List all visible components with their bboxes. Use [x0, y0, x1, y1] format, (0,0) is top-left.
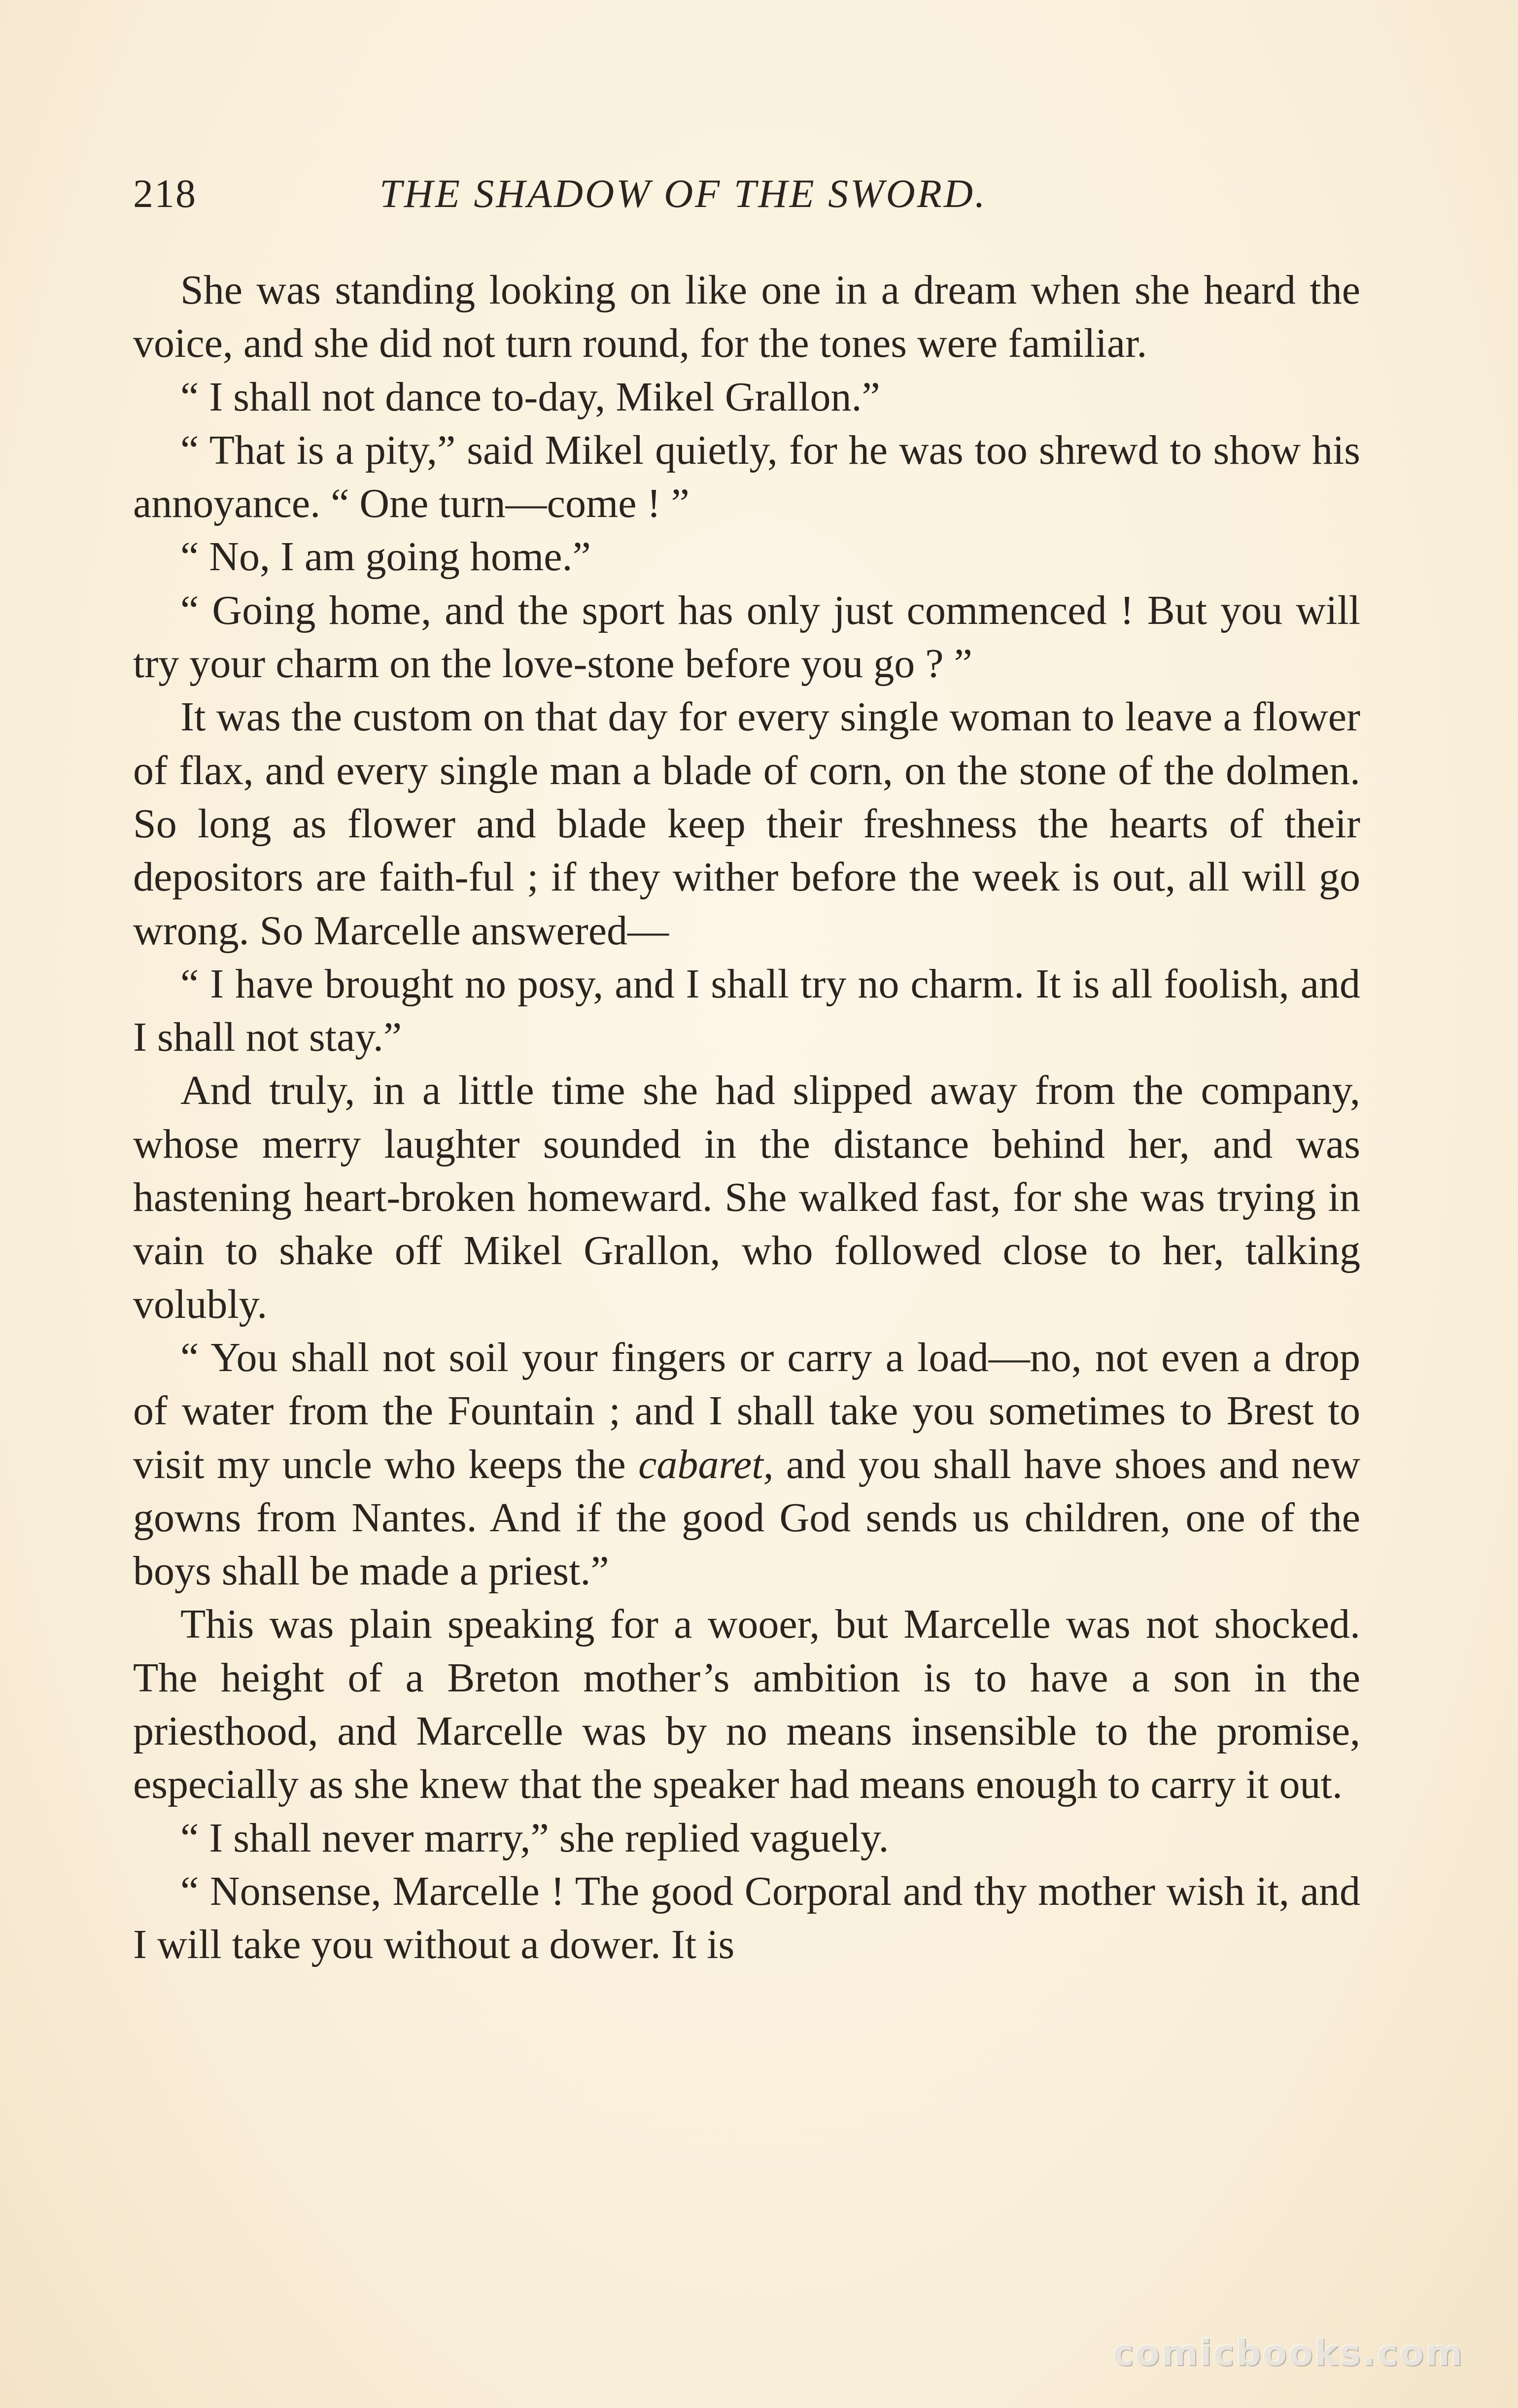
italic-word: cabaret,: [638, 1441, 774, 1487]
page-header: [133, 171, 1360, 225]
body-text: [133, 264, 1360, 1972]
running-title: THE SHADOW OF THE SWORD.: [380, 171, 987, 216]
paragraph-text: “ You shall not soil your fingers or carry a load—no, not even a drop of water from the Fountain ; and I shall take you sometimes to Brest to visit my uncle who keeps the: [133, 1334, 1360, 1487]
paragraph-text: and you shall have shoes and new gowns from Nantes. And if the good God sends us children, one of the boys shall be made a priest.”: [133, 1441, 1361, 1594]
paragraph: “ No, I am going home.”: [180, 534, 591, 580]
page-number: 218: [133, 171, 197, 216]
paragraph: “ That is a pity,” said Mikel quietly, for he was too shrewd to show his annoyance. “ One turn—come ! ”: [133, 427, 1360, 527]
paragraph: “ I shall not dance to-day, Mikel Grallon.”: [180, 374, 880, 420]
paragraph: It was the custom on that day for every single woman to leave a flower of flax, and every single man a blade of corn, on the stone of the dolmen. So long as flower and blade keep their freshness the hearts of their depositors are faith-ful ; if they wither before the week is out, all will go wrong. So Marcelle answered—: [133, 694, 1360, 954]
paragraph: She was standing looking on like one in a dream when she heard the voice, and she did not turn round, for the tones were familiar.: [133, 267, 1360, 367]
paragraph: “ Nonsense, Marcelle ! The good Corporal and thy mother wish it, and I will take you without a dower. It is: [133, 1868, 1360, 1968]
paragraph: “ I have brought no posy, and I shall try no charm. It is all foolish, and I shall not stay.”: [133, 961, 1360, 1061]
paragraph: [133, 1331, 1360, 1598]
paragraph: And truly, in a little time she had slipped away from the company, whose merry laughter sounded in the distance behind her, and was hastening heart-broken homeward. She walked fast, for she was trying in vain to shake off Mikel Grallon, who followed close to her, talking volubly.: [133, 1067, 1360, 1327]
paragraph: “ Going home, and the sport has only just commenced ! But you will try your charm on the love-stone before you go ? ”: [133, 587, 1360, 687]
paragraph: “ I shall never marry,” she replied vaguely.: [180, 1815, 889, 1861]
paragraph: This was plain speaking for a wooer, but Marcelle was not shocked. The height of a Breton mother’s ambition is to have a son in the priesthood, and Marcelle was by no means insensible to the promise, especially as she knew that the speaker had means enough to carry it out.: [133, 1601, 1360, 1808]
watermark-logo: comicbooks.com: [1112, 2332, 1464, 2374]
